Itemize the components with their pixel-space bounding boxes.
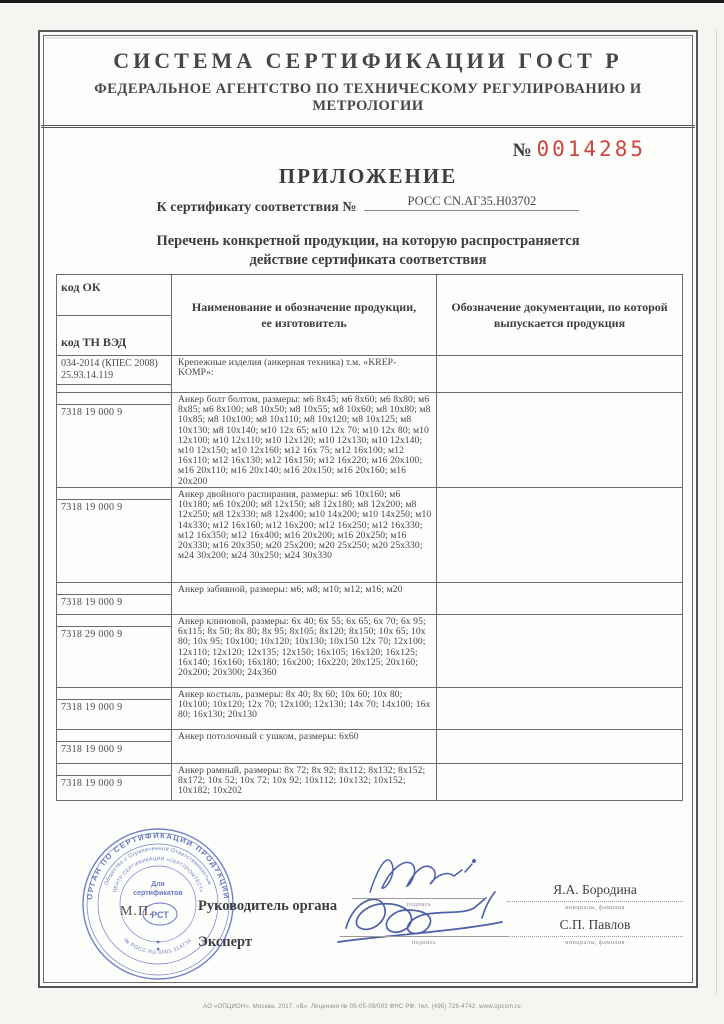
subtitle-line-1: Перечень конкретной продукции, на которую распространяется bbox=[156, 233, 580, 249]
head-name: Я.А. Бородина bbox=[553, 882, 637, 897]
header-code-cell bbox=[57, 275, 172, 355]
product-description: Анкер забивной, размеры: м6; м8; м10; м12; м16; м20 bbox=[178, 584, 403, 595]
code-cell bbox=[57, 583, 172, 614]
stamp-ring2-text: Общество с Ограниченной Ответственностью bbox=[103, 845, 213, 887]
header-product-name: Наименование и обозначение продукции, ее изготовитель bbox=[172, 275, 437, 355]
documentation-cell bbox=[437, 688, 682, 729]
certificate-reference-label: К сертификату соответствия № bbox=[156, 200, 357, 215]
head-of-body-label: Руководитель органа bbox=[198, 898, 338, 914]
header-code-ok: код ОК bbox=[57, 275, 171, 316]
certificate-page bbox=[38, 30, 698, 988]
code-cell-strip bbox=[57, 730, 171, 742]
document-header bbox=[41, 32, 695, 128]
code-cell-strip bbox=[57, 764, 171, 776]
signature-block bbox=[40, 822, 700, 987]
documentation-cell bbox=[437, 488, 682, 582]
svg-text:№ РОСС RU 0001.11АГ35 bbox=[122, 937, 193, 956]
expert-label: Эксперт bbox=[198, 934, 253, 950]
stamp-center-line1: Для bbox=[151, 881, 165, 888]
table-header-row bbox=[57, 275, 682, 355]
documentation-cell bbox=[437, 356, 682, 392]
code-cell bbox=[57, 688, 172, 729]
form-number-value: 0014285 bbox=[536, 137, 646, 161]
product-description: Крепежные изделия (анкерная техника) т.м. «KREP-KOMP»: bbox=[178, 357, 397, 379]
mp-seal-mark: М.П. bbox=[120, 904, 154, 919]
rst-logo: РСТ bbox=[151, 910, 169, 920]
documentation-cell bbox=[437, 393, 682, 487]
scan-edge-top bbox=[0, 0, 724, 3]
expert-name: С.П. Павлов bbox=[559, 917, 631, 932]
code-value: 7318 29 000 9 bbox=[61, 629, 123, 640]
name-caption-1: инициалы, фамилия bbox=[565, 905, 625, 911]
name-line-1 bbox=[507, 901, 683, 902]
code-value: 7318 19 000 9 bbox=[61, 702, 123, 713]
page-title: ПРИЛОЖЕНИЕ bbox=[278, 164, 458, 188]
product-description: Анкер болт болтом, размеры: м6 8х45; м6 8х60; м6 8х80; м6 8х85; м6 8х100; м8 10х50; м8 10х55; м8 10х60; м8 10х80; м8 10х85; м8 10х100; м8 10х110; м8 10х120; м8 10х125; м8 10х130; м8 10х140; м10 12х 65; м10 12х 70; м10 12х 80; м10 12х100; м10 12х110; м10 12х120; м10 12х130; м10 12х140; м10 12х150; м10 12х160; м12 16х 75; м12 16х100; м12 16х110; м12 16х130; м12 16х150; м12 16х220; м16 20х100; м16 20х110; м16 20х140; м16 20х150; м16 20х160; м16 20х200 bbox=[178, 394, 431, 487]
table-row bbox=[57, 614, 682, 687]
code-cell-strip bbox=[57, 688, 171, 700]
table-row bbox=[57, 487, 682, 582]
scan-edge-right bbox=[716, 30, 717, 994]
signature-caption-2: подпись bbox=[411, 940, 437, 946]
table-row bbox=[57, 392, 682, 487]
product-description: Анкер двойного распирания, размеры: м6 10х160; м6 10х180; м6 10х200; м8 12х150; м8 12х180; м8 12х200; м8 12х250; м8 12х330; м8 12х400; м10 14х200; м10 14х250; м10 14х330; м12 16х160; м12 16х200; м12 16х250; м12 16х330; м12 16х350; м12 16х400; м16 20х200; м16 20х250; м16 20х330; м16 20х350; м20 25х200; м20 25х250; м20 25х330; м24 30х200; м24 30х250; м24 30х330 bbox=[178, 489, 432, 562]
printer-fine-print: АО «ОПЦИОН», Москва, 2017, «В». Лицензия № 05-05-09/003 ФНС РФ, тел. (495) 726-4742, www.opcion.ru bbox=[203, 1004, 521, 1010]
code-value: 7318 19 000 9 bbox=[61, 597, 123, 608]
code-cell bbox=[57, 356, 172, 392]
code-cell-strip bbox=[57, 583, 171, 595]
code-cell-strip bbox=[57, 615, 171, 627]
code-cell bbox=[57, 730, 172, 763]
stamp-registry-number: № РОСС RU 0001.11АГ35 bbox=[122, 937, 194, 957]
table-row bbox=[57, 687, 682, 729]
form-number bbox=[40, 137, 696, 162]
signature-line-2 bbox=[340, 936, 508, 937]
code-value: 7318 19 000 9 bbox=[61, 502, 123, 513]
table-row bbox=[57, 763, 682, 800]
code-cell-strip bbox=[57, 488, 171, 500]
subtitle-line-2: действие сертификата соответствия bbox=[249, 252, 487, 268]
product-description: Анкер костыль, размеры: 8х 40; 8х 60; 10х 60; 10х 80; 10х100; 10х120; 12х 70; 12х100; 12х130; 14х 70; 14х100; 16х 80; 16х130; 20х130 bbox=[178, 689, 431, 721]
documentation-cell bbox=[437, 583, 682, 614]
table-row bbox=[57, 355, 682, 392]
documentation-cell bbox=[437, 730, 682, 763]
code-value: 7318 19 000 9 bbox=[61, 407, 123, 418]
product-description: Анкер клиновой, размеры: 6х 40; 6х 55; 6х 65; 6х 70; 6х 95; 6х115; 8х 50; 8х 80; 8х 95; 8х105; 8х120; 8х150; 10х 65; 10х 80; 10х 95; 10х100; 10х120; 10х130; 10х150 12х 70; 12х100; 12х110; 12х120; 12х135; 12х150; 16х105; 16х120; 16х125; 16х140; 16х160; 16х180; 16х200; 16х220; 20х125; 20х160; 20х200; 20х300; 24х360 bbox=[178, 616, 426, 679]
table-row bbox=[57, 582, 682, 614]
product-description: Анкер рамный, размеры: 8х 72; 8х 92; 8х112; 8х132; 8х152; 8х172; 10х 52; 10х 72; 10х 92; 10х112; 10х132; 10х152; 10х182; 10х202 bbox=[178, 765, 426, 797]
header-documentation: Обозначение документации, по которой выпускается продукция bbox=[451, 300, 668, 330]
stamp-center-line2: сертификатов bbox=[133, 890, 183, 897]
product-description: Анкер потолочный с ушком, размеры: 6х60 bbox=[178, 731, 359, 742]
code-cell bbox=[57, 488, 172, 582]
code-cell bbox=[57, 393, 172, 487]
documentation-cell bbox=[437, 764, 682, 800]
stamp-ring3-text: ЦЕНТР СЕРТИФИКАЦИИ «СЕРТПРОМТЕСТ» bbox=[112, 856, 204, 894]
code-value bbox=[57, 356, 171, 385]
scan-tint-line bbox=[45, 37, 691, 39]
stamp-ring1-text: ОРГАН ПО СЕРТИФИКАЦИИ ПРОДУКЦИИ bbox=[85, 830, 231, 901]
table-row bbox=[57, 729, 682, 763]
code-value: 7318 19 000 9 bbox=[61, 744, 123, 755]
list-subtitle bbox=[40, 232, 696, 270]
federal-agency-title: ФЕДЕРАЛЬНОЕ АГЕНТСТВО ПО ТЕХНИЧЕСКОМУ РЕГУЛИРОВАНИЮ И МЕТРОЛОГИИ bbox=[94, 81, 642, 114]
code-line-2: 25.93.14.119 bbox=[61, 370, 114, 381]
certification-system-title: СИСТЕМА СЕРТИФИКАЦИИ ГОСТ Р bbox=[113, 48, 623, 73]
header-code-tnved: код ТН ВЭД bbox=[61, 335, 127, 349]
signature-line-1 bbox=[352, 898, 486, 899]
code-line-1: 034-2014 (КПЕС 2008) bbox=[61, 358, 158, 369]
code-value: 7318 19 000 9 bbox=[61, 778, 123, 789]
code-cell-strip bbox=[57, 393, 171, 405]
products-table bbox=[56, 274, 683, 801]
name-line-2 bbox=[507, 936, 683, 937]
signature-caption-1: подпись bbox=[406, 902, 432, 908]
number-sign: № bbox=[512, 140, 532, 161]
certificate-reference-line bbox=[40, 194, 696, 216]
name-caption-2: инициалы, фамилия bbox=[565, 940, 625, 946]
documentation-cell bbox=[437, 615, 682, 687]
code-cell bbox=[57, 764, 172, 800]
code-cell bbox=[57, 615, 172, 687]
certificate-number-value: РОСС CN.АГ35.Н03702 bbox=[364, 194, 579, 211]
